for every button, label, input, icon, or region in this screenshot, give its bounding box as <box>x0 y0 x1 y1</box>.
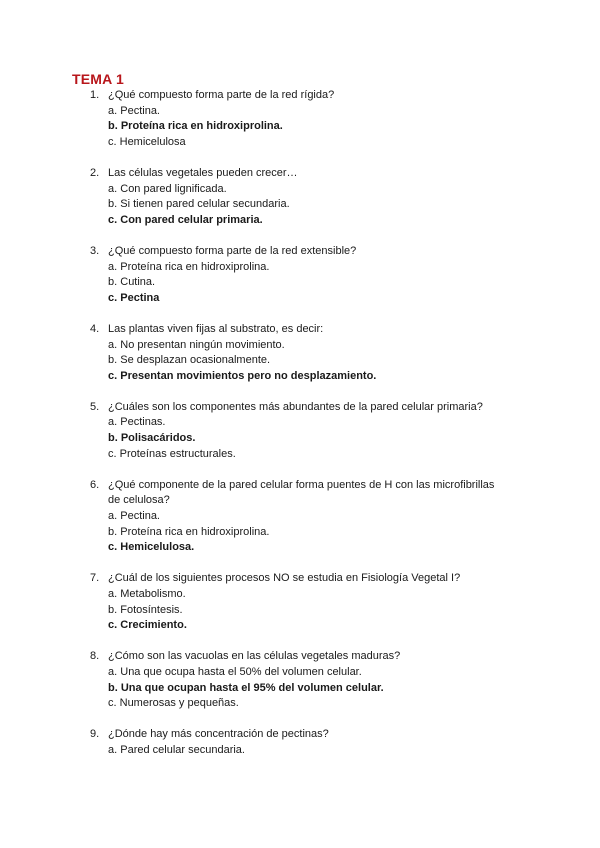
option-text: Se desplazan ocasionalmente. <box>117 354 271 367</box>
option-text: Pared celular secundaria. <box>117 743 245 756</box>
option-letter: b. <box>108 354 118 367</box>
option-letter: a. <box>108 182 118 195</box>
option-letter: b. <box>108 525 118 538</box>
option-letter: a. <box>108 338 118 351</box>
question-number: 1. <box>90 89 100 101</box>
option-text: Una que ocupan hasta el 95% del volumen celular. <box>117 681 384 694</box>
answer-option <box>108 135 600 151</box>
option-text: Si tienen pared celular secundaria. <box>117 198 290 211</box>
question-item <box>0 571 600 633</box>
question-item <box>0 727 600 758</box>
question-number: 6. <box>90 478 100 491</box>
answer-option <box>108 696 600 712</box>
question-item <box>0 478 600 556</box>
answer-option <box>108 260 600 276</box>
answer-option <box>108 665 600 681</box>
option-text: Numerosas y pequeñas. <box>116 697 239 710</box>
answer-option <box>108 587 600 603</box>
answer-option-correct <box>108 213 600 229</box>
option-text: Hemicelulosa <box>116 135 186 148</box>
question-item <box>0 400 600 462</box>
option-letter: c. <box>108 369 118 382</box>
answer-option <box>108 603 600 619</box>
option-text: Proteínas estructurales. <box>116 447 236 460</box>
option-letter: b. <box>108 276 118 289</box>
option-letter: c. <box>108 135 117 148</box>
answer-option <box>108 353 600 369</box>
question-text: ¿Cómo son las vacuolas en las células vegetales maduras? <box>108 650 401 663</box>
question-text: ¿Cuáles son los componentes más abundantes de la pared celular primaria? <box>108 400 483 413</box>
answer-option-correct <box>108 540 600 556</box>
option-letter: a. <box>108 510 118 523</box>
option-text: Pectina. <box>117 104 160 117</box>
question-text: ¿Qué compuesto forma parte de la red extensible? <box>108 244 357 257</box>
question-number: 7. <box>90 572 100 585</box>
question-item <box>0 322 600 384</box>
answer-option <box>108 104 600 120</box>
option-letter: a. <box>108 743 118 756</box>
option-letter: a. <box>108 588 118 600</box>
answer-option <box>108 743 600 759</box>
option-letter: a. <box>108 665 118 678</box>
answer-option <box>108 447 600 463</box>
question-list <box>0 88 600 774</box>
option-text: Proteína rica en hidroxiprolina. <box>117 120 283 133</box>
question-text: ¿Cuál de los siguientes procesos NO se estudia en Fisiología Vegetal I? <box>108 572 461 585</box>
option-letter: b. <box>108 681 118 694</box>
option-text: Con pared celular primaria. <box>117 213 263 226</box>
answer-option-correct <box>108 369 600 385</box>
option-letter: b. <box>108 432 118 445</box>
option-text: Metabolismo. <box>117 588 186 600</box>
question-item <box>0 166 600 228</box>
answer-option-correct <box>108 618 600 634</box>
option-text: Fotosíntesis. <box>117 603 183 616</box>
question-number: 2. <box>90 166 100 179</box>
option-text: Proteína rica en hidroxiprolina. <box>117 260 270 273</box>
option-text: No presentan ningún movimiento. <box>117 338 285 351</box>
question-number: 9. <box>90 728 100 741</box>
option-letter: c. <box>108 447 117 460</box>
answer-option <box>108 509 600 525</box>
option-text: Pectinas. <box>117 416 166 429</box>
answer-option <box>108 338 600 354</box>
answer-option-correct <box>108 119 600 135</box>
answer-option-correct <box>108 291 600 307</box>
option-letter: b. <box>108 198 118 211</box>
question-text: Las plantas viven fijas al substrato, es decir: <box>108 322 324 335</box>
question-number: 5. <box>90 400 100 413</box>
option-text: Proteína rica en hidroxiprolina. <box>117 525 270 538</box>
answer-option-correct <box>108 681 600 697</box>
answer-option <box>108 182 600 198</box>
option-letter: c. <box>108 619 118 632</box>
question-text: ¿Qué compuesto forma parte de la red rígida? <box>108 89 335 101</box>
option-letter: c. <box>108 541 118 554</box>
option-letter: b. <box>108 120 118 133</box>
option-letter: b. <box>108 603 118 616</box>
option-letter: c. <box>108 213 118 226</box>
question-number: 4. <box>90 322 100 335</box>
answer-option <box>108 415 600 431</box>
answer-option <box>108 275 600 291</box>
option-text: Hemicelulosa. <box>117 541 195 554</box>
option-text: Pectina. <box>117 510 160 523</box>
option-letter: a. <box>108 416 118 429</box>
answer-option <box>108 197 600 213</box>
question-number: 3. <box>90 244 100 257</box>
option-letter: a. <box>108 104 118 117</box>
question-number: 8. <box>90 650 100 663</box>
option-text: Cutina. <box>117 276 156 289</box>
page-title: TEMA 1 <box>72 71 125 87</box>
question-item <box>0 88 600 150</box>
question-text: Las células vegetales pueden crecer… <box>108 166 298 179</box>
option-letter: a. <box>108 260 118 273</box>
question-item <box>0 649 600 711</box>
answer-option-correct <box>108 431 600 447</box>
option-text: Pectina <box>117 291 160 304</box>
option-letter: c. <box>108 291 118 304</box>
option-letter: c. <box>108 697 117 710</box>
question-text: ¿Qué componente de la pared celular forma puentes de H con las microfibrillas de celulosa? <box>108 478 495 507</box>
option-text: Presentan movimientos pero no desplazamiento. <box>117 369 377 382</box>
option-text: Con pared lignificada. <box>117 182 227 195</box>
option-text: Crecimiento. <box>117 619 187 632</box>
question-item <box>0 244 600 306</box>
question-text: ¿Dónde hay más concentración de pectinas? <box>108 728 329 741</box>
option-text: Polisacáridos. <box>117 432 196 445</box>
answer-option <box>108 525 600 541</box>
option-text: Una que ocupa hasta el 50% del volumen celular. <box>117 665 362 678</box>
